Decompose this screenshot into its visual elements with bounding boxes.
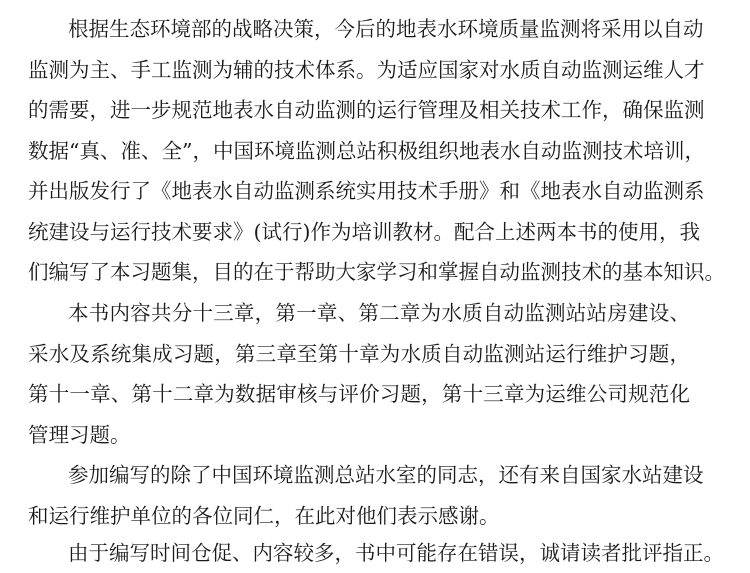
paragraph-1-line-1: 根据生态环境部的战略决策，今后的地表水环境质量监测将采用以自动 — [68, 17, 704, 41]
paragraph-1-line-6: 统建设与运行技术要求》(试行)作为培训教材。配合上述两本书的使用，我 — [28, 220, 700, 244]
paragraph-2-line-2: 采水及系统集成习题，第三章至第十章为水质自动监测站运行维护习题， — [28, 342, 690, 366]
paragraph-1-line-4: 数据“真、准、全”，中国环境监测总站积极组织地表水自动监测技术培训， — [28, 139, 705, 163]
paragraph-1-line-3: 的需要，进一步规范地表水自动监测的运行管理及相关技术工作，确保监测 — [28, 98, 705, 122]
paragraph-4-line-1: 由于编写时间仓促、内容较多，书中可能存在错误，诚请读者批评指正。 — [68, 541, 724, 565]
paragraph-1-line-7: 们编写了本习题集，目的在于帮助大家学习和掌握自动监测技术的基本知识。 — [28, 260, 725, 284]
paragraph-1-line-5: 并出版发行了《地表水自动监测系统实用技术手册》和《地表水自动监测系 — [28, 179, 705, 203]
paragraph-2-line-4: 管理习题。 — [28, 423, 131, 447]
paragraph-2-line-3: 第十一章、第十二章为数据审核与评价习题，第十三章为运维公司规范化 — [28, 382, 690, 406]
paragraph-2-line-1: 本书内容共分十三章，第一章、第二章为水质自动监测站站房建设、 — [68, 301, 690, 325]
paragraph-3-line-2: 和运行维护单位的各位同仁，在此对他们表示感谢。 — [28, 504, 500, 528]
paragraph-3-line-1: 参加编写的除了中国环境监测总站水室的同志，还有来自国家水站建设 — [68, 463, 704, 487]
paragraph-1-line-2: 监测为主、手工监测为辅的技术体系。为适应国家对水质自动监测运维人才 — [28, 58, 705, 82]
